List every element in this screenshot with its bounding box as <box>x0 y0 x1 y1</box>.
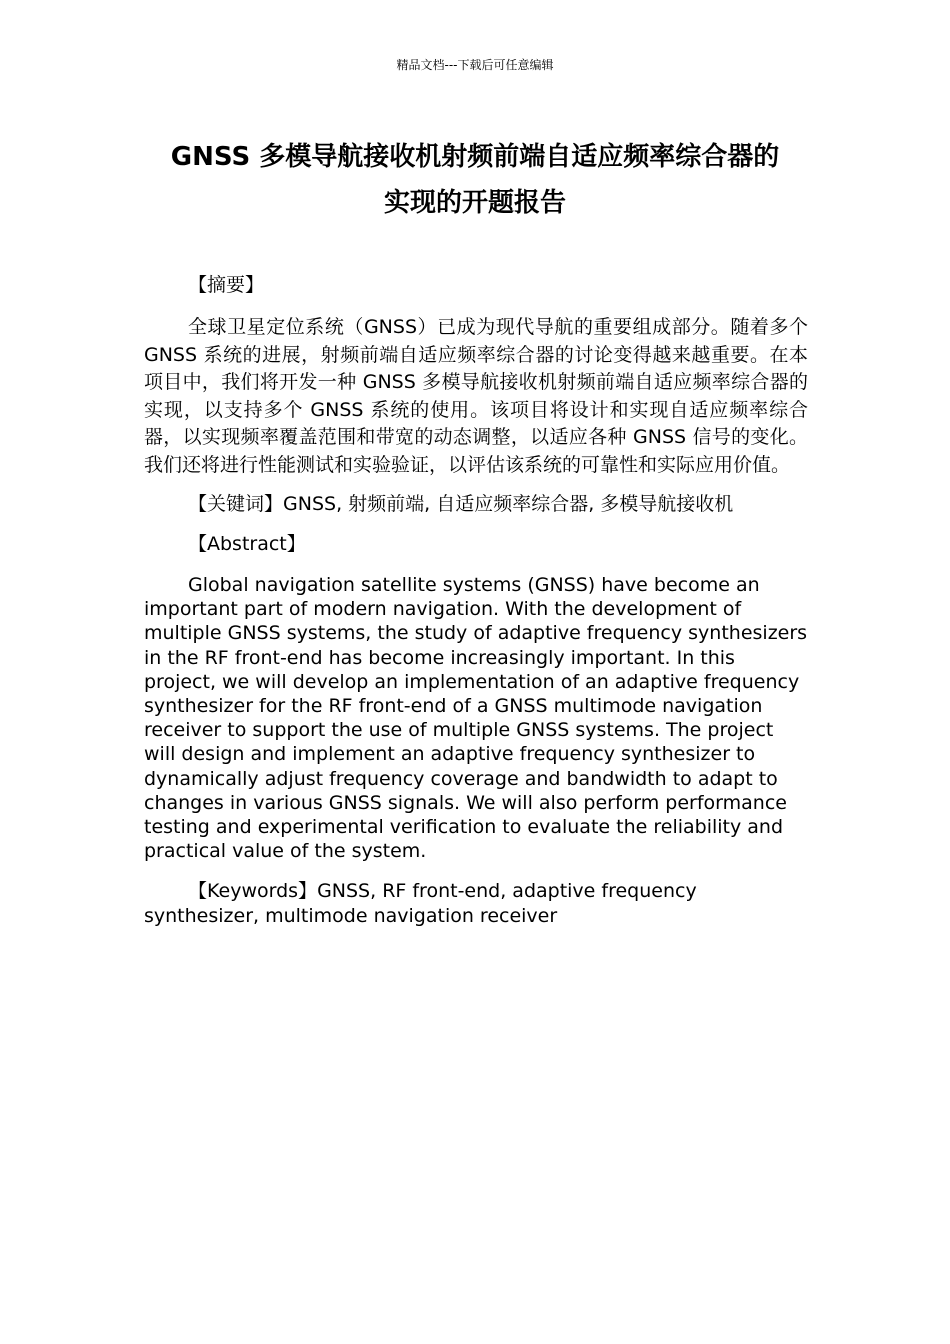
page-header: 精品文档---下载后可任意编辑 <box>396 58 554 72</box>
keywords-cn-value: GNSS, 射频前端, 自适应频率综合器, 多模导航接收机 <box>283 493 734 515</box>
document-title <box>130 134 820 226</box>
keywords-en <box>144 879 808 928</box>
document-body <box>144 272 808 928</box>
keywords-en-value: GNSS, RF front-end, adaptive frequency synthesizer, multimode navigation receiver <box>144 880 697 927</box>
keywords-en-label: 【Keywords】 <box>188 880 318 903</box>
keywords-cn <box>144 491 808 517</box>
abstract-en-heading: 【Abstract】 <box>188 533 306 555</box>
abstract-cn-heading: 【摘要】 <box>188 274 265 296</box>
title-line-1: GNSS 多模导航接收机射频前端自适应频率综合器的 <box>170 142 780 172</box>
keywords-cn-label: 【关键词】 <box>188 493 284 515</box>
title-line-2: 实现的开题报告 <box>383 188 566 218</box>
abstract-cn-paragraph: 全球卫星定位系统（GNSS）已成为现代导航的重要组成部分。随着多个 GNSS 系统的进展，射频前端自适应频率综合器的讨论变得越来越重要。在本项目中，我们将开发一种 GNSS 多模导航接收机射频前端自适应频率综合器的实现，以支持多个 GNSS 系统的使用。该项目将设计和实现自适应频率综合器，以实现频率覆盖范围和带宽的动态调整，以适应各种 GNSS 信号的变化。我们还将进行性能测试和实验验证，以评估该系统的可靠性和实际应用价值。 <box>144 316 808 476</box>
abstract-en-paragraph: Global navigation satellite systems (GNSS) have become an important part of modern navigation. With the development of multiple GNSS systems, the study of adaptive frequency synthesizers in the RF front-end has become increasingly important. In this project, we will develop an implementation of an adaptive frequency synthesizer for the RF front-end of a GNSS multimode navigation receiver to support the use of multiple GNSS systems. The project will design and implement an adaptive frequency synthesizer to dynamically adjust frequency coverage and bandwidth to adapt to changes in various GNSS signals. We will also perform performance testing and experimental verification to evaluate the reliability and practical value of the system. <box>144 574 808 863</box>
